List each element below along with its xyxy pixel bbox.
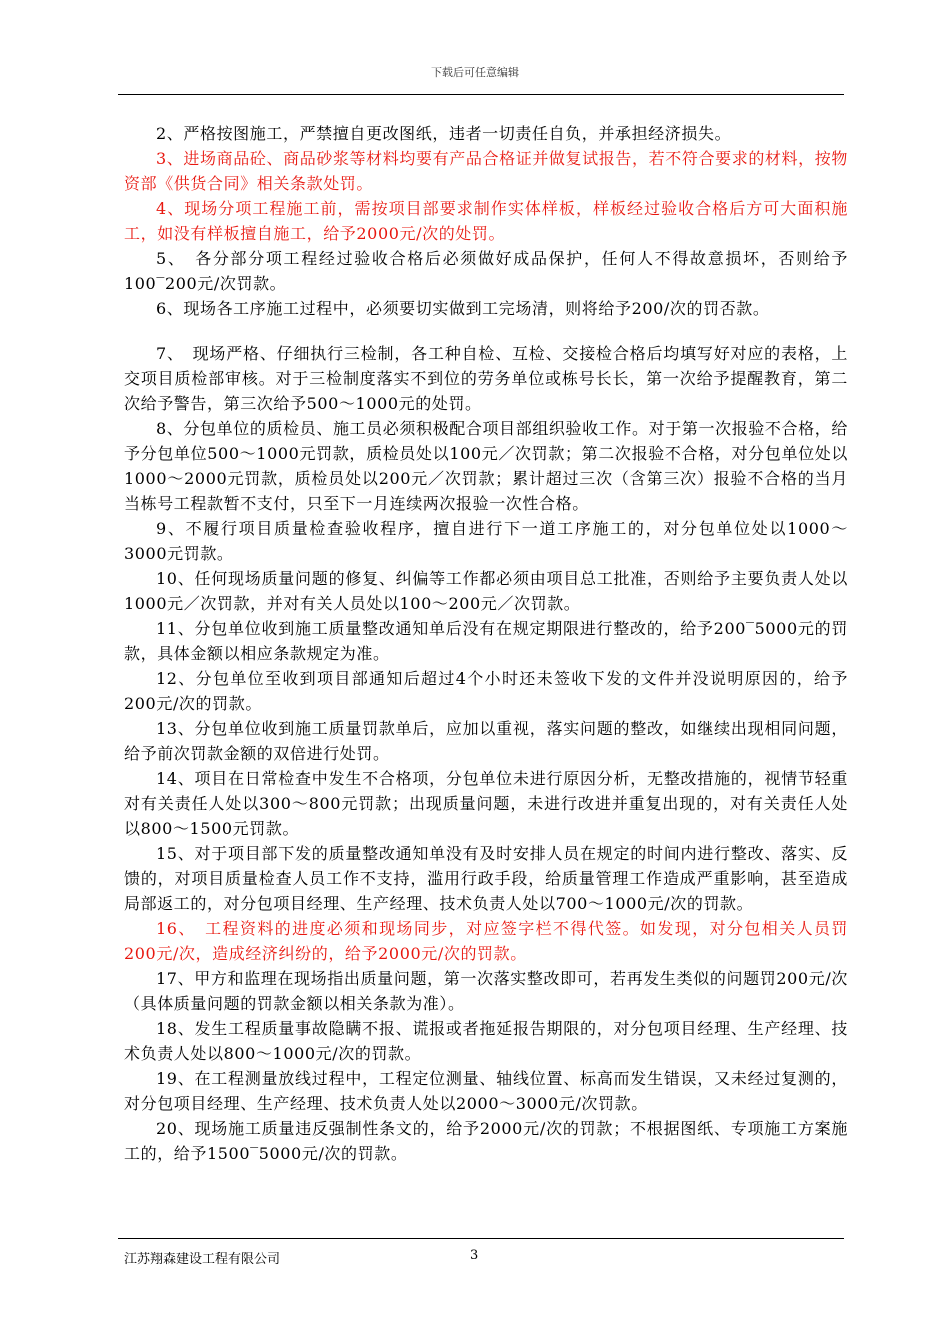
clause-8: 8、分包单位的质检员、施工员必须积极配合项目部组织验收工作。对于第一次报验不合格，给予分包单位500～1000元罚款，质检员处以100元／次罚款；第二次报验不合格，对分包单位处以1000～2000元罚款，质检员处以200元／次罚款；累计超过三次（含第三次）报验不合格的当月当栋号工程款暂不支付，只至下一月连续两次报验一次性合格。: [124, 419, 848, 513]
document-body: [124, 121, 848, 1166]
clause-6: 6、现场各工序施工过程中，必须要切实做到工完场清，则将给予200/次的罚否款。: [156, 299, 770, 318]
clause-18: 18、发生工程质量事故隐瞒不报、谎报或者拖延报告期限的，对分包项目经理、生产经理、技术负责人处以800～1000元/次的罚款。: [124, 1019, 848, 1063]
clause-17: 17、甲方和监理在现场指出质量问题，第一次落实整改即可，若再发生类似的问题罚200元/次（具体质量问题的罚款金额以相关条款为准）。: [124, 969, 848, 1013]
page-header: 下载后可任意编辑: [431, 66, 519, 79]
clause-11: 11、分包单位收到施工质量整改通知单后没有在规定期限进行整改的，给予200‾5000元的罚款，具体金额以相应条款规定为准。: [124, 619, 848, 663]
header-divider: [118, 94, 844, 95]
clause-19: 19、在工程测量放线过程中，工程定位测量、轴线位置、标高而发生错误，又未经过复测的，对分包项目经理、生产经理、技术负责人处以2000～3000元/次罚款。: [124, 1069, 848, 1113]
footer-company-name: 江苏翔森建设工程有限公司: [124, 1252, 281, 1267]
clause-3: 3、进场商品砼、商品砂浆等材料均要有产品合格证并做复试报告，若不符合要求的材料，按物资部《供货合同》相关条款处罚。: [124, 149, 848, 193]
footer-divider: [118, 1238, 844, 1239]
clause-7: 7、 现场严格、仔细执行三检制，各工种自检、互检、交接检合格后均填写好对应的表格，上交项目质检部审核。对于三检制度落实不到位的劳务单位或栋号长长，第一次给予提醒教育，第二次给予警告，第三次给予500～1000元的处罚。: [124, 344, 848, 413]
clause-13: 13、分包单位收到施工质量罚款单后，应加以重视，落实问题的整改，如继续出现相同问题，给予前次罚款金额的双倍进行处罚。: [124, 719, 848, 763]
clause-9: 9、不履行项目质量检查验收程序，擅自进行下一道工序施工的，对分包单位处以1000～3000元罚款。: [124, 519, 848, 563]
clause-12: 12、分包单位至收到项目部通知后超过4个小时还未签收下发的文件并没说明原因的，给予200元/次的罚款。: [124, 669, 848, 713]
clause-4: 4、现场分项工程施工前，需按项目部要求制作实体样板，样板经过验收合格后方可大面积施工，如没有样板擅自施工，给予2000元/次的处罚。: [124, 199, 848, 243]
clause-10: 10、任何现场质量问题的修复、纠偏等工作都必须由项目总工批准，否则给予主要负责人处以1000元／次罚款，并对有关人员处以100～200元／次罚款。: [124, 569, 848, 613]
clause-15: 15、对于项目部下发的质量整改通知单没有及时安排人员在规定的时间内进行整改、落实、反馈的，对项目质量检查人员工作不支持，滥用行政手段，给质量管理工作造成严重影响，甚至造成局部返工的，对分包项目经理、生产经理、技术负责人处以700～1000元/次的罚款。: [124, 844, 848, 913]
clause-5: 5、 各分部分项工程经过验收合格后必须做好成品保护，任何人不得故意损坏，否则给予100‾200元/次罚款。: [124, 249, 848, 293]
clause-14: 14、项目在日常检查中发生不合格项，分包单位未进行原因分析，无整改措施的，视情节轻重对有关责任人处以300～800元罚款；出现质量问题，未进行改进并重复出现的，对有关责任人处以800～1500元罚款。: [124, 769, 848, 838]
clause-2: 2、严格按图施工，严禁擅自更改图纸，违者一切责任自负，并承担经济损失。: [156, 124, 732, 143]
page-number: 3: [470, 1248, 479, 1263]
clause-16: 16、 工程资料的进度必须和现场同步，对应签字栏不得代签。如发现，对分包相关人员罚200元/次，造成经济纠纷的，给予2000元/次的罚款。: [124, 919, 848, 963]
clause-20: 20、现场施工质量违反强制性条文的，给予2000元/次的罚款；不根据图纸、专项施工方案施工的，给予1500‾5000元/次的罚款。: [124, 1119, 848, 1163]
